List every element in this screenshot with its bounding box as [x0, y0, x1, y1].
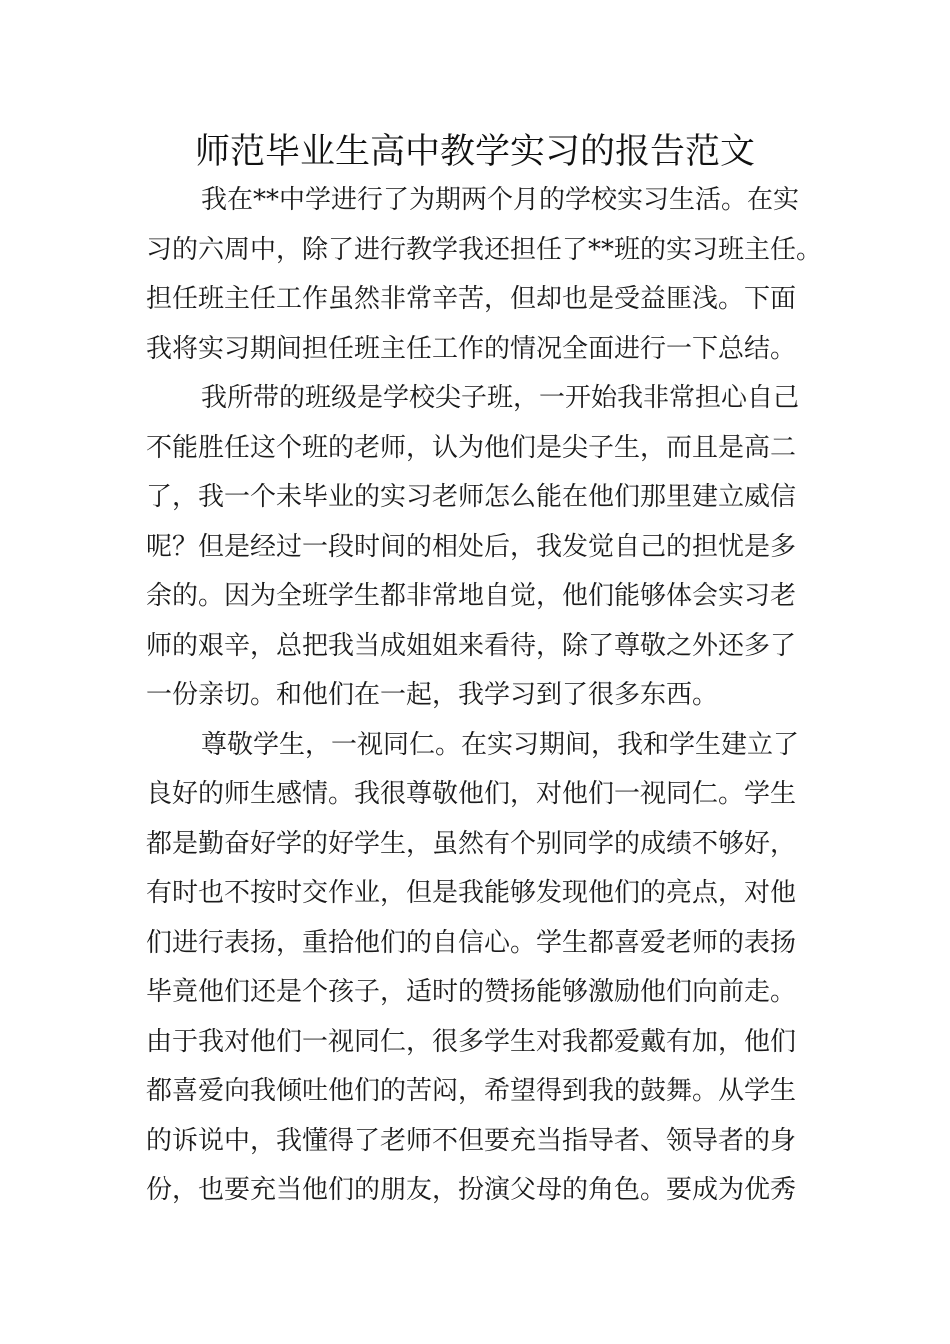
paragraph-1-line-2: 习的六周中，除了进行教学我还担任了**班的实习班主任。	[146, 235, 823, 265]
paragraph-2-line-4: 呢？但是经过一段时间的相处后，我发觉自己的担忧是多	[146, 532, 797, 562]
paragraph-2-line-5: 余的。因为全班学生都非常地自觉，他们能够体会实习老	[146, 581, 797, 611]
paragraph-2-line-2: 不能胜任这个班的老师，认为他们是尖子生，而且是高二	[146, 433, 797, 463]
paragraph-3-line-4: 有时也不按时交作业，但是我能够发现他们的亮点，对他	[146, 878, 797, 908]
paragraph-3-line-3: 都是勤奋好学的好学生，虽然有个别同学的成绩不够好，	[146, 829, 797, 859]
paragraph-3-line-9: 的诉说中，我懂得了老师不但要充当指导者、领导者的身	[146, 1126, 797, 1156]
paragraph-1-line-3: 担任班主任工作虽然非常辛苦，但却也是受益匪浅。下面	[146, 284, 797, 314]
paragraph-1-line-1: 我在**中学进行了为期两个月的学校实习生活。在实	[201, 185, 800, 215]
paragraph-3-line-6: 毕竟他们还是个孩子，适时的赞扬能够激励他们向前走。	[146, 977, 797, 1007]
paragraph-3-line-8: 都喜爱向我倾吐他们的苦闷，希望得到我的鼓舞。从学生	[146, 1076, 797, 1106]
paragraph-2-line-3: 了，我一个未毕业的实习老师怎么能在他们那里建立威信	[146, 482, 797, 512]
paragraph-3-line-10: 份，也要充当他们的朋友，扮演父母的角色。要成为优秀	[146, 1175, 797, 1205]
document-title: 师范毕业生高中教学实习的报告范文	[194, 132, 755, 172]
paragraph-3-line-7: 由于我对他们一视同仁，很多学生对我都爱戴有加，他们	[146, 1027, 797, 1057]
paragraph-1-line-4: 我将实习期间担任班主任工作的情况全面进行一下总结。	[146, 334, 797, 364]
paragraph-3-line-1: 尊敬学生，一视同仁。在实习期间，我和学生建立了	[201, 730, 800, 760]
paragraph-3-line-5: 们进行表扬，重拾他们的自信心。学生都喜爱老师的表扬	[146, 928, 797, 958]
paragraph-2-line-6: 师的艰辛，总把我当成姐姐来看待，除了尊敬之外还多了	[146, 631, 797, 661]
paragraph-2-line-7: 一份亲切。和他们在一起，我学习到了很多东西。	[146, 680, 719, 710]
paragraph-2-line-1: 我所带的班级是学校尖子班，一开始我非常担心自己	[201, 383, 800, 413]
paragraph-3-line-2: 良好的师生感情。我很尊敬他们，对他们一视同仁。学生	[146, 779, 797, 809]
